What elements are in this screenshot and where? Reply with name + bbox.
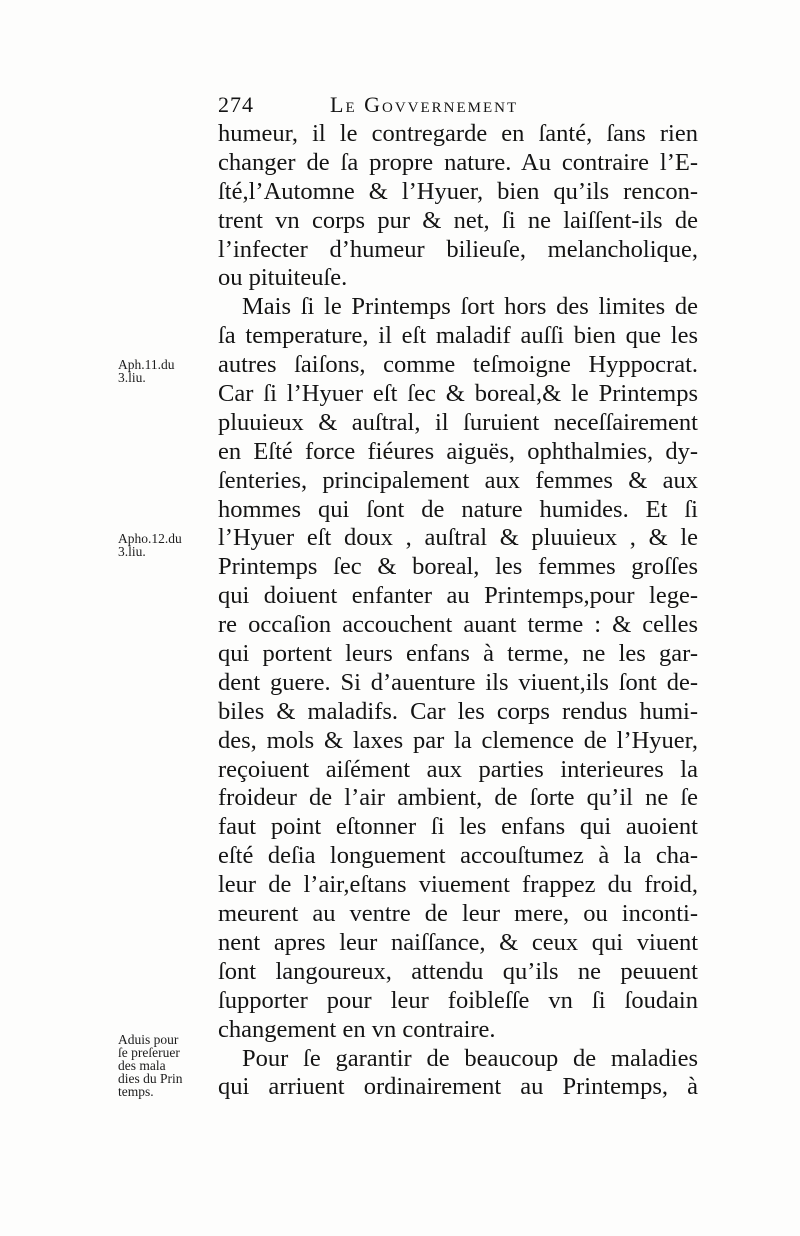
text-line: humeur, il le contregarde en ſanté, ſans rien: [218, 120, 698, 147]
text-line: en Eſté force fiéures aiguës, ophthalmies, dy-: [218, 437, 698, 465]
text-line: qui portent leurs enfans à terme, ne les gar-: [218, 640, 698, 668]
text-line: hommes qui ſont de nature humides. Et ſi: [218, 495, 698, 523]
text-line: autres ſaiſons, comme teſmoigne Hyppocrat.: [218, 351, 698, 379]
text-line: reçoiuent aiſément aux parties interieures la: [218, 755, 698, 783]
text-line: des, mols & laxes par la clemence de l’Hyuer,: [218, 726, 698, 754]
text-line: eſté deſia longuement accouſtumez à la cha-: [218, 842, 698, 870]
text-line: Printemps ſec & boreal, les femmes groſſes: [218, 553, 698, 581]
text-line: pluuieux & auſtral, il ſuruient neceſſairement: [218, 408, 698, 436]
text-line: Mais ſi le Printemps ſort hors des limites de: [242, 293, 698, 321]
margin-note-advice: [118, 1033, 218, 1098]
margin-note-line: Aduis pour: [118, 1032, 179, 1047]
page-number: 274: [218, 92, 254, 117]
margin-note-line: temps.: [118, 1084, 154, 1099]
text-line: qui arriuent ordinairement au Printemps, à: [218, 1073, 698, 1101]
margin-note-line: 3.liu.: [118, 370, 146, 385]
text-line: leur de l’air,eſtans viuement frappez du froid,: [218, 871, 698, 899]
text-line: changer de ſa propre nature. Au contraire l’E-: [218, 148, 698, 176]
margin-note-line: dies du Prin: [118, 1071, 183, 1086]
text-line: froideur de l’air ambient, de ſorte qu’il ne ſe: [218, 784, 698, 812]
margin-note-line: des mala: [118, 1058, 166, 1073]
text-line: trent vn corps pur & net, ſi ne laiſſent-ils de: [218, 206, 698, 234]
margin-note-line: ſe preſeruer: [118, 1045, 180, 1060]
body-text: [218, 120, 698, 1102]
text-line: l’Hyuer eſt doux , auſtral & pluuieux , & le: [218, 524, 698, 552]
text-line: ſont langoureux, attendu qu’ils ne peuuent: [218, 957, 698, 985]
margin-note-line: Apho.12.du: [118, 531, 182, 546]
margin-note-line: 3.liu.: [118, 544, 146, 559]
text-line: meurent au ventre de leur mere, ou inconti-: [218, 900, 698, 928]
text-line: ſa temperature, il eſt maladif auſſi bien que les: [218, 322, 698, 350]
text-line: ou pituiteuſe.: [218, 264, 348, 292]
page-header: [218, 92, 688, 122]
text-line: ſenteries, principalement aux femmes & aux: [218, 466, 698, 494]
text-line: Pour ſe garantir de beaucoup de maladies: [242, 1044, 698, 1072]
text-line: qui doiuent enfanter au Printemps,pour lege-: [218, 582, 698, 610]
text-line: Car ſi l’Hyuer eſt ſec & boreal,& le Printemps: [218, 380, 698, 408]
text-line: biles & maladifs. Car les corps rendus humi-: [218, 697, 698, 725]
text-line: re occaſion accouchent auant terme : & celles: [218, 611, 698, 639]
text-line: faut point eſtonner ſi les enfans qui auoient: [218, 813, 698, 841]
margin-note-line: Aph.11.du: [118, 357, 175, 372]
margin-note-aphorism-11: [118, 358, 218, 384]
margin-note-aphorism-12: [118, 532, 218, 558]
text-line: ſupporter pour leur foibleſſe vn ſi ſoudain: [218, 986, 698, 1014]
text-line: l’infecter d’humeur bilieuſe, melancholique,: [218, 235, 698, 263]
text-line: changement en vn contraire.: [218, 1015, 496, 1043]
text-line: dent guere. Si d’auenture ils viuent,ils ſont de-: [218, 668, 698, 696]
text-line: nent apres leur naiſſance, & ceux qui viuent: [218, 928, 698, 956]
running-title: Le Govvernement: [330, 92, 519, 117]
text-line: ſté,l’Automne & l’Hyuer, bien qu’ils rencon-: [218, 177, 698, 205]
